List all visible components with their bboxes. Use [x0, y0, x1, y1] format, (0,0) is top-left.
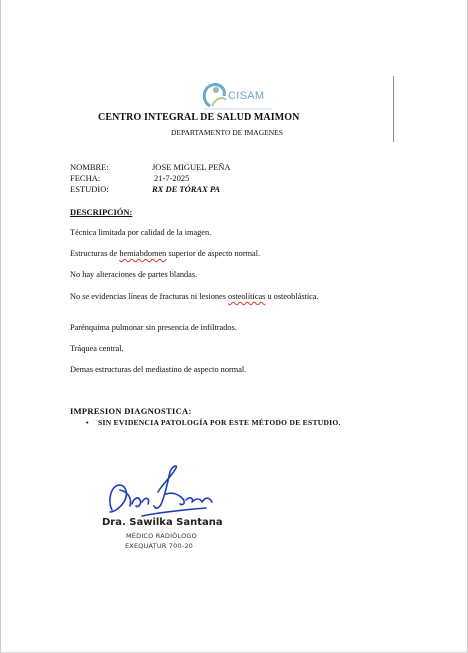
finding-abdomen-text-a: Estructuras de — [70, 249, 120, 258]
department-subtitle: DEPARTAMENTO DE IMAGENES — [171, 128, 283, 137]
spellcheck-flagged-word: osteolíticas — [228, 292, 266, 301]
finding-abdomen-text-b: superior de aspecto normal. — [166, 249, 261, 258]
finding-bones — [70, 292, 360, 302]
doctor-exequatur: EXEQUATUR 700-20 — [125, 542, 194, 550]
patient-name-label: NOMBRE: — [70, 162, 109, 172]
logo-wordmark: CISAM — [228, 90, 265, 102]
doctor-role: MÉDICO RADIÓLOGO — [126, 532, 197, 540]
impression-text: SIN EVIDENCIA PATOLOGÍA POR ESTE MÉTODO DE ESTUDIO. — [98, 418, 341, 427]
finding-soft-tissue: No hay alteraciones de partes blandas. — [70, 270, 198, 279]
finding-lung: Parénquima pulmonar sin presencia de infiltrados. — [70, 323, 237, 332]
finding-bones-text-a: No se evidencias líneas de fracturas ni lesiones — [70, 292, 229, 301]
finding-bones-text-b: u osteoblástica. — [265, 292, 319, 301]
study-value: RX DE TÓRAX PA — [152, 184, 221, 194]
patient-name-value: JOSE MIGUEL PEÑA — [152, 162, 231, 172]
institution-title: CENTRO INTEGRAL DE SALUD MAIMON — [98, 112, 300, 123]
description-heading: DESCRIPCIÓN: — [70, 207, 133, 217]
study-label: ESTUDIO: — [70, 184, 109, 194]
handwritten-signature — [102, 462, 222, 522]
finding-technique: Técnica limitada por calidad de la imagen. — [70, 228, 212, 237]
impression-heading: IMPRESION DIAGNOSTICA: — [70, 406, 192, 416]
finding-trachea: Tráquea central. — [70, 344, 124, 353]
date-label: FECHA: — [70, 173, 101, 183]
finding-abdomen — [70, 249, 370, 259]
bullet-icon: • — [86, 418, 89, 427]
finding-mediastinum: Demas estructuras del mediastino de aspecto normal. — [70, 365, 247, 374]
spellcheck-flagged-word: hemiabdomen — [119, 249, 167, 258]
header-divider-line — [393, 76, 394, 142]
date-value: 21-7-2025 — [154, 173, 190, 183]
doctor-name: Dra. Sawilka Santana — [102, 517, 223, 528]
